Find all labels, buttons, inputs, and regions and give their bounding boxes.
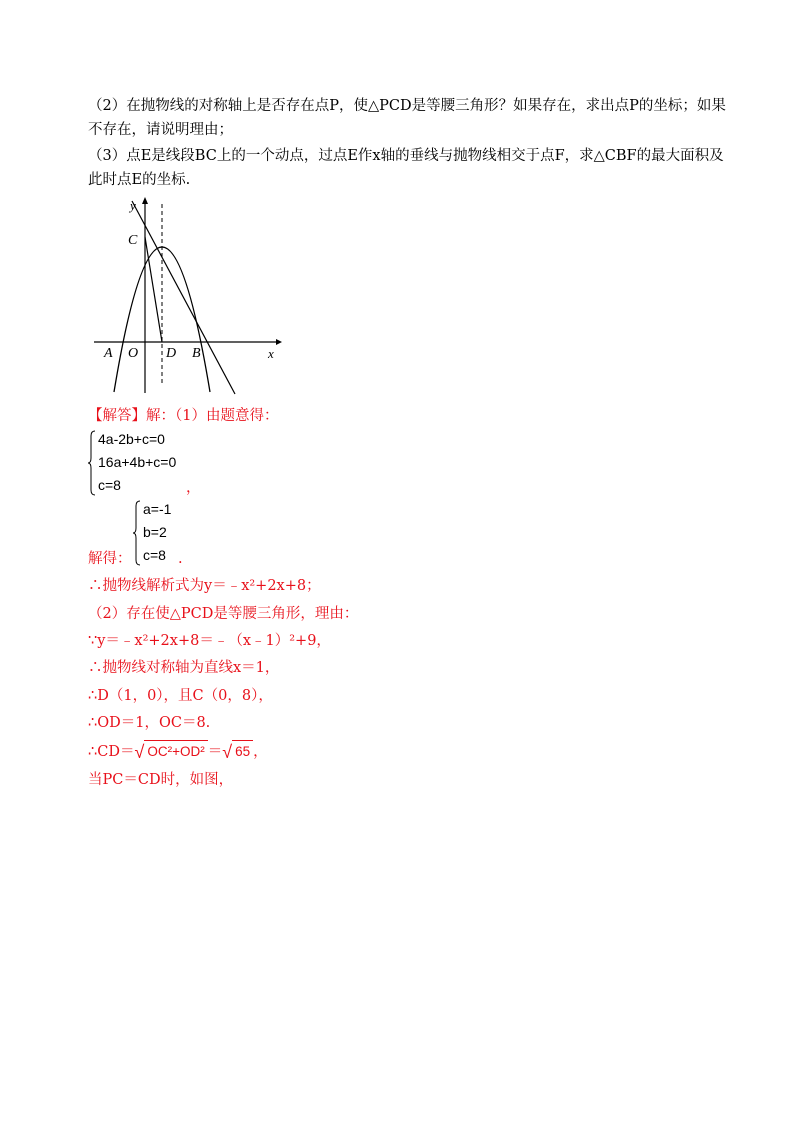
solution-case: 当PC＝CD时，如图， bbox=[88, 772, 234, 788]
y-axis-arrow bbox=[142, 197, 148, 204]
solution-intro-line bbox=[88, 406, 278, 426]
label-b: B bbox=[192, 346, 201, 361]
cd-radicand: OC²+OD² bbox=[144, 740, 207, 762]
system1-tail: ， bbox=[186, 480, 201, 496]
label-x: x bbox=[268, 346, 274, 361]
question-part2-line2: 不存在，请说明理由； bbox=[88, 122, 233, 138]
label-y: y bbox=[130, 198, 136, 213]
left-brace-icon bbox=[133, 500, 141, 566]
question-part2-line1: （2）在抛物线的对称轴上是否存在点P，使△PCD是等腰三角形？如果存在，求出点P的坐标；如果 bbox=[88, 98, 726, 114]
solution-cd-line bbox=[88, 740, 268, 762]
equation-system-2 bbox=[133, 500, 203, 566]
sqrt-radical bbox=[134, 740, 207, 762]
label-a: A bbox=[104, 346, 113, 361]
system2-eq2: b=2 bbox=[143, 524, 167, 540]
solution-parabola: ∴抛物线解析式为y＝﹣x²+2x+8； bbox=[88, 578, 321, 594]
solution-vertex-form: ∵y＝﹣x²+2x+8＝﹣（x﹣1）²+9， bbox=[88, 633, 331, 649]
parabola-figure bbox=[92, 196, 282, 396]
line-cb bbox=[132, 201, 235, 394]
system2-eq3: c=8 bbox=[143, 547, 166, 563]
question-part3-line2: 此时点E的坐标. bbox=[88, 172, 191, 188]
solution-axis: ∴抛物线对称轴为直线x＝1， bbox=[88, 660, 280, 676]
cd-tail: ， bbox=[253, 744, 268, 760]
solution-part2: （2）存在使△PCD是等腰三角形，理由： bbox=[88, 606, 359, 622]
label-d: D bbox=[166, 346, 177, 361]
label-c: C bbox=[128, 233, 138, 248]
sqrt-radical-result bbox=[222, 740, 253, 762]
system1-eq3: c=8 bbox=[98, 477, 121, 493]
solution-intro: 解：（1）由题意得： bbox=[146, 408, 279, 424]
left-brace-icon bbox=[88, 430, 96, 496]
cd-equals: ＝ bbox=[207, 744, 223, 760]
x-axis-arrow bbox=[276, 339, 282, 345]
sqrt-icon: √ bbox=[222, 742, 233, 762]
system2-eq1: a=-1 bbox=[143, 501, 172, 517]
solution-header: 【解答】 bbox=[88, 408, 146, 424]
system1-eq1: 4a-2b+c=0 bbox=[98, 431, 165, 447]
cd-prefix: ∴CD＝ bbox=[88, 744, 135, 760]
sqrt-icon: √ bbox=[134, 742, 145, 762]
solution-lengths: ∴OD＝1，OC＝8. bbox=[88, 715, 211, 731]
label-o: O bbox=[128, 346, 139, 361]
solution-points: ∴D（1，0），且C（0，8）， bbox=[88, 688, 273, 704]
solve-label: 解得： bbox=[88, 551, 132, 567]
cd-result: 65 bbox=[232, 740, 253, 762]
system2-tail: . bbox=[178, 551, 183, 567]
system1-eq2: 16a+4b+c=0 bbox=[98, 454, 177, 470]
question-part3-line1: （3）点E是线段BC上的一个动点，过点E作x轴的垂线与抛物线相交于点F，求△CBF的最大面积及 bbox=[88, 148, 724, 164]
